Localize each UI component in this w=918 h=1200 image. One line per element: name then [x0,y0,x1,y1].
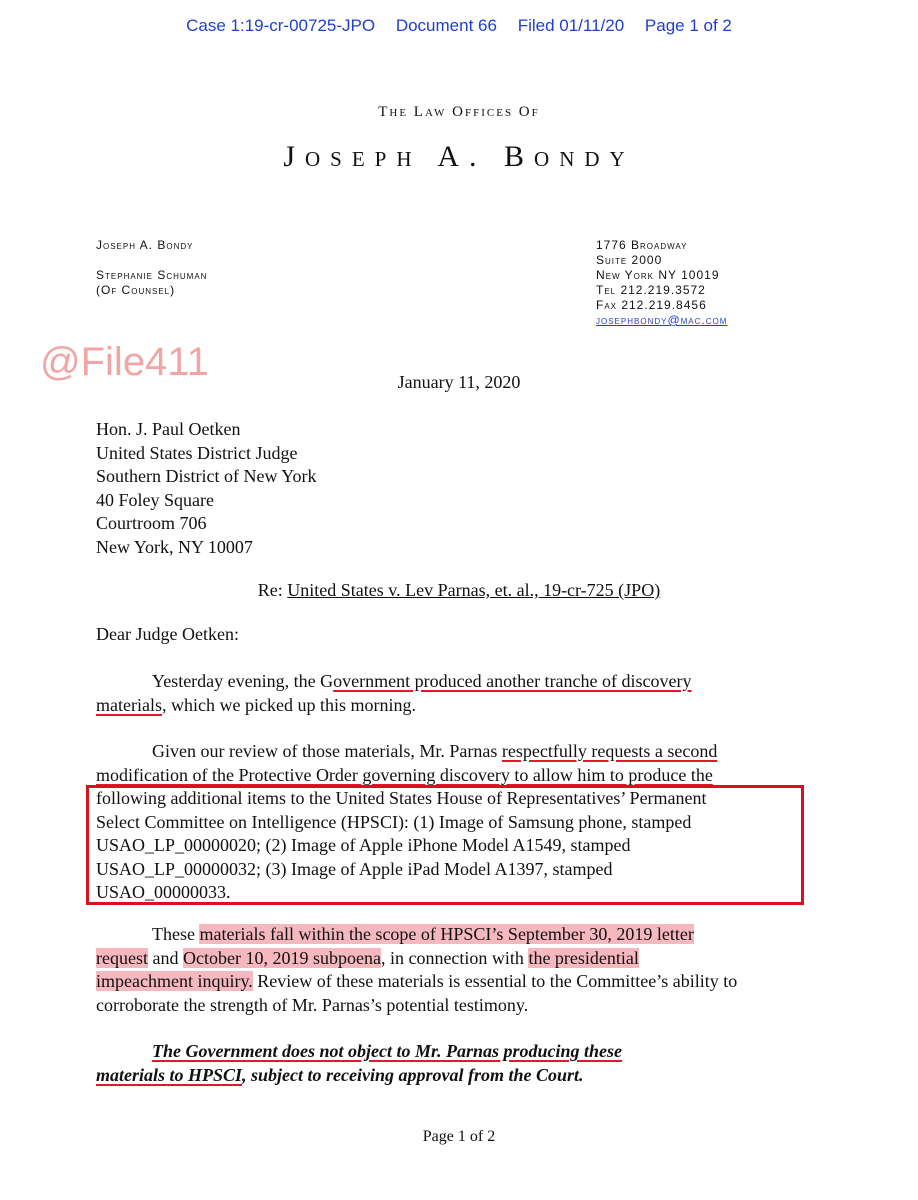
text-line: USAO_LP_00000020; (2) Image of Apple iPhone Model A1549, stamped [96,835,631,855]
addressee-line: New York, NY 10007 [96,536,253,557]
paragraph-1 [96,670,810,717]
fax-number: Fax 212.219.8456 [596,298,707,312]
attorney-name: Stephanie Schuman [96,268,208,282]
text-line: following additional items to the United States House of Representatives’ Permanent [96,788,707,808]
addressee-line: Hon. J. Paul Oetken [96,419,241,439]
text-span: Given our review of those materials, Mr. Parnas [152,741,502,761]
red-underlined-text: materials to HPSCI [96,1064,243,1085]
letterhead-firm-name: Joseph A. Bondy [283,140,635,173]
red-highlight-box [86,785,804,905]
red-underlined-text: does not object [282,1041,392,1061]
addressee-line: 40 Foley Square [96,489,214,510]
watermark: @File411 [40,340,209,384]
text-line: USAO_LP_00000032; (3) Image of Apple iPad Model A1397, stamped [96,858,613,879]
letterhead-contact [596,238,727,328]
red-underlined-text: materials [96,694,162,715]
attorney-name: Joseph A. Bondy [96,238,194,252]
addressee-line: Southern District of New York [96,466,317,486]
re-case-title: United States v. Lev Parnas, et. al., 19-cr-725 (JPO) [287,580,661,600]
highlighted-text: request [96,947,148,968]
re-line [0,580,918,601]
highlighted-text: materials fall within the scope of HPSCI’s September 30, 2019 letter [199,924,694,944]
text-span: These [152,924,200,944]
letterhead-pretitle: The Law Offices Of [378,104,540,120]
address-street: 1776 Broadway [596,238,688,252]
red-underlined-text: respectfully requests a second [501,741,718,761]
highlighted-text: impeachment inquiry. [96,971,253,991]
ecf-header [0,16,918,36]
ecf-document-number: Document 66 [395,16,497,35]
text-span: , which we picked up this morning. [161,694,416,715]
page-footer: Page 1 of 2 [422,1128,496,1145]
letter-date: January 11, 2020 [397,372,521,392]
red-underlined-text: to Mr. Parnas producing these [392,1041,623,1061]
red-underlined-text: The Government [152,1041,282,1061]
phone-number: Tel 212.219.3572 [596,283,706,297]
re-prefix: Re: [257,580,288,600]
ecf-page-count: Page 1 of 2 [644,16,732,35]
address-city: New York NY 10019 [596,268,720,282]
paragraph-4 [96,1040,810,1087]
text-span: Review of these materials is essential to the Committee’s ability to [252,971,738,991]
spacer [96,253,207,268]
attorney-role: (Of Counsel) [96,283,176,297]
addressee-line: United States District Judge [96,442,298,463]
ecf-case-number: Case 1:19-cr-00725-JPO [186,16,376,35]
text-span: , subject to receiving approval from the Court. [242,1064,584,1085]
addressee-block [96,418,317,559]
ecf-filed-date: Filed 01/11/20 [517,16,625,35]
letterhead-attorneys [96,238,207,298]
text-span: and [147,947,183,968]
highlighted-text: the presidential [528,947,639,968]
highlighted-text: October 10, 2019 subpoena [182,947,381,968]
addressee-line: Courtroom 706 [96,513,207,533]
text-span: Yesterday evening, the G [152,671,334,691]
text-line: corroborate the strength of Mr. Parnas’s potential testimony. [96,994,529,1015]
text-line: USAO_00000033. [96,882,231,902]
text-span: , in connection with [380,947,529,968]
red-underlined-text: overnment produced another tranche of discovery [333,671,692,691]
address-suite: Suite 2000 [596,253,663,267]
salutation: Dear Judge Oetken: [96,624,239,644]
email-link[interactable]: josephbondy@mac.com [596,313,728,327]
text-line: Select Committee on Intelligence (HPSCI): (1) Image of Samsung phone, stamped [96,811,692,832]
paragraph-3 [96,923,810,1017]
red-underlined-text: modification of the Protective Order governing discovery to allow him to produce the [96,764,713,785]
